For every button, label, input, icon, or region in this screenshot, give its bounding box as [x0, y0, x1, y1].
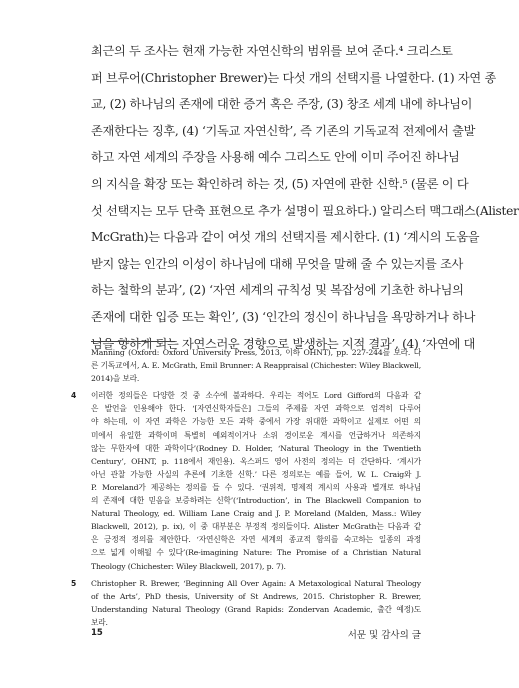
running-head: 서문 및 감사의 글	[347, 630, 421, 641]
footnote-line: 은 긍정적 정의를 제안한다. ‘자연신학은 자연 세계의 종교적 함의를 숙고하는 일종의 과정	[91, 535, 421, 545]
main-text	[91, 38, 519, 357]
footnote-5	[71, 577, 421, 629]
body-line: 존재에 대한 입증 또는 확인’, (3) ‘인간의 정신이 하나님을 욕망하거나 하나	[91, 309, 476, 324]
footnote-number: 5	[71, 578, 77, 588]
footnote-line: 른 기독교에서, A. E. McGrath, Emil Brunner: A Reappraisal (Chichester: Wiley Blackwell,	[91, 361, 421, 371]
body-line: 최근의 두 조사는 현재 가능한 자연신학의 범위를 보여 준다.⁴ 크리스토	[91, 44, 453, 58]
footnote-line: of the Arts’, PhD thesis, University of St Andrews, 2015. Christopher R. Brewer,	[91, 591, 421, 601]
body-line: 섯 선택지는 모두 단축 표현으로 추가 설명이 필요하다.) 알리스터 맥그래스(Alister	[91, 203, 519, 218]
body-line: McGrath)는 다음과 같이 여섯 개의 선택지를 제시한다. (1) ‘계시의 도움을	[91, 230, 480, 245]
footnote-line: 않는 무한자에 대한 과학이다’(Rodney D. Holder, ‘Natural Theology in the Twentieth	[91, 443, 421, 453]
footnote-line: 보라.	[91, 617, 108, 627]
body-line: 의 지식을 확장 또는 확인하려 하는 것, (5) 자연에 관한 신학.⁵ (물론 이 다	[91, 176, 469, 191]
body-line: 하는 철학의 분과’, (2) ‘자연 세계의 규칙성 및 복잡성에 기초한 하나님의	[91, 283, 464, 298]
footnote-line: 의 존재에 대한 믿음을 보증하려는 신학’(‘Introduction’, in The Blackwell Companion to	[91, 496, 421, 506]
body-line: 교, (2) 하나님의 존재에 대한 증거 혹은 주장, (3) 창조 세계 내에 하나님이	[91, 97, 473, 112]
footnote-line: Blackwell, 2012), p. ix), 이 중 대부분은 부정적 정의들이다. Alister McGrath는 다음과 같	[91, 522, 421, 532]
body-line: 받지 않는 인간의 이성이 하나님에 대해 무엇을 말해 줄 수 있는지를 조사	[91, 256, 464, 271]
footnote-line: Manning (Oxford: Oxford University Press, 2013, 이하 OHNT), pp. 227-244를 보라. 다	[91, 348, 421, 357]
footnote-line: 이러한 정의들은 다양한 것 중 소수에 불과하다. 우리는 적어도 Lord Gifford의 다음과 같	[91, 391, 421, 401]
footnote-4	[71, 389, 421, 572]
footnote-line: 미에서 유일한 과학이며 특별히 예외적이거나 소위 경이로운 계시를 언급하거나 의존하지	[91, 430, 421, 440]
footnote-number: 4	[71, 391, 77, 401]
footnote-line: Understanding Natural Theology (Grand Rapids: Zondervan Academic, 출간 예정)도	[91, 604, 421, 614]
footnote-continuation	[91, 346, 421, 385]
footnote-line: Theology (Chichester: Wiley Blackwell, 2017), p. 7).	[91, 561, 286, 571]
footnote-line: 야 하는데, 이 자연 과학은 가능한 모든 과학 중에서 가장 위대한 과학이고 실제로 어떤 의	[91, 417, 421, 427]
footnote-line: 2014)을 보라.	[91, 374, 140, 384]
footnote-line: P. Moreland가 제공하는 정의를 들 수 있다. ‘권위적, 명제적 계시의 사용과 별개로 하나님	[91, 482, 421, 492]
page-number: 15	[91, 628, 103, 638]
body-line: 퍼 브루어(Christopher Brewer)는 다섯 개의 선택지를 나열한다. (1) 자연 종	[91, 70, 496, 85]
body-line: 존재한다는 징후, (4) ‘기독교 자연신학’, 즉 기존의 기독교적 전제에서 출발	[91, 123, 476, 138]
footnote-line: Christopher R. Brewer, ‘Beginning All Over Again: A Metaxological Natural Theology	[91, 578, 421, 588]
footnote-separator	[91, 341, 175, 342]
footnote-line: Natural Theology, ed. William Lane Craig and J. P. Moreland (Malden, Mass.: Wiley	[91, 509, 421, 519]
footnote-line: Century’, OHNT, p. 118에서 재인용). 옥스퍼드 영어 사전의 정의는 더 간단하다. ‘계시가	[91, 456, 421, 466]
footnote-line: 으로 넓게 이해될 수 있다’(Re-imagining Nature: The Promise of a Christian Natural	[91, 548, 421, 558]
footnote-line: 아닌 관찰 가능한 사실의 추론에 기초한 신학.’ 다른 정의로는 예를 들어, W. L. Craig와 J.	[91, 469, 421, 479]
body-line: 님을 향하게 되는 자연스러운 경향으로 발생하는 지적 결과’, (4) ‘자연에 대	[91, 336, 476, 351]
body-line: 하고 자연 세계의 주장을 사용해 예수 그리스도 안에 이미 주어진 하나님	[91, 150, 460, 165]
footnote-line: 은 발언을 인용해야 한다. ‘[자연신학자들은] 그들의 주제를 자연 과학으로 엄격히 다루어	[91, 404, 421, 414]
footnotes	[71, 346, 421, 629]
